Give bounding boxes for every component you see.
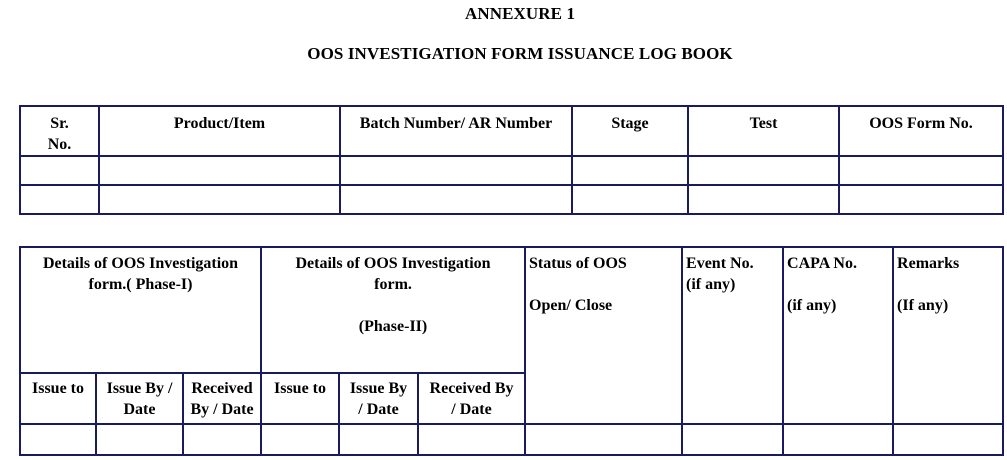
sub-p2-received-l1: Received By (429, 380, 514, 397)
remarks-line1: Remarks (897, 255, 960, 272)
sub-p2-received-l2: / Date (451, 401, 492, 418)
table-row (20, 185, 1003, 214)
sub-p1-issue-by-l1: Issue By / (106, 380, 173, 397)
log-book-title: OOS INVESTIGATION FORM ISSUANCE LOG BOOK (307, 44, 733, 63)
status-line1: Status of OOS (529, 255, 627, 272)
sub-p2-issue-to: Issue to (261, 373, 339, 424)
table-row (20, 156, 1003, 185)
sub-p1-received-l1: Received (191, 380, 253, 397)
cell[interactable] (839, 156, 1003, 185)
sub-p1-received-l2: By / Date (190, 401, 254, 418)
cell[interactable] (339, 424, 418, 455)
cell[interactable] (893, 424, 1003, 455)
cell[interactable] (99, 185, 340, 214)
header-capa-no (783, 247, 893, 424)
cell[interactable] (340, 185, 572, 214)
phase2-line3: (Phase-II) (358, 318, 428, 335)
header-sr-no-line2: No. (47, 136, 72, 153)
event-line2: (if any) (686, 276, 736, 293)
table-header-row (20, 106, 1003, 156)
header-phase2-details (261, 247, 525, 373)
header-sr-no-line1: Sr. (50, 115, 69, 132)
cell[interactable] (682, 424, 783, 455)
cell[interactable] (688, 185, 839, 214)
header-remarks (893, 247, 1003, 424)
sub-p1-received (183, 373, 261, 424)
phase1-line2: form.( Phase-I) (88, 276, 193, 293)
phase1-line1: Details of OOS Investigation (42, 255, 239, 272)
sub-p1-issue-by (96, 373, 183, 424)
header-stage: Stage (572, 106, 688, 156)
cell[interactable] (20, 424, 96, 455)
header-phase1-details (20, 247, 261, 373)
sub-p2-issue-by-l2: / Date (358, 401, 399, 418)
sub-p1-issue-to: Issue to (20, 373, 96, 424)
status-line2: Open/ Close (529, 297, 613, 314)
cell[interactable] (340, 156, 572, 185)
cell[interactable] (572, 185, 688, 214)
cell[interactable] (261, 424, 339, 455)
cell[interactable] (96, 424, 183, 455)
sub-p2-issue-by-l1: Issue By (349, 380, 408, 397)
cell[interactable] (20, 185, 99, 214)
cell[interactable] (99, 156, 340, 185)
issuance-log-table (19, 105, 1004, 215)
capa-line1: CAPA No. (787, 255, 857, 272)
cell[interactable] (525, 424, 682, 455)
sub-p2-received (418, 373, 525, 424)
header-test: Test (688, 106, 839, 156)
phase2-line2: form. (374, 276, 412, 293)
header-oos-form-no: OOS Form No. (839, 106, 1003, 156)
table-row (20, 424, 1003, 455)
cell[interactable] (418, 424, 525, 455)
cell[interactable] (183, 424, 261, 455)
cell[interactable] (572, 156, 688, 185)
header-event-no (682, 247, 783, 424)
cell[interactable] (783, 424, 893, 455)
remarks-line2: (If any) (897, 297, 949, 314)
event-line1: Event No. (686, 255, 754, 272)
cell[interactable] (688, 156, 839, 185)
table-header-row (20, 247, 1003, 373)
header-product-item: Product/Item (99, 106, 340, 156)
cell[interactable] (839, 185, 1003, 214)
header-status-of-oos (525, 247, 682, 424)
cell[interactable] (20, 156, 99, 185)
sub-p1-issue-by-l2: Date (123, 401, 156, 418)
sub-p2-issue-by (339, 373, 418, 424)
capa-line2: (if any) (787, 297, 837, 314)
annexure-title: ANNEXURE 1 (464, 4, 576, 23)
phase2-line1: Details of OOS Investigation (295, 255, 491, 272)
header-batch-number: Batch Number/ AR Number (340, 106, 572, 156)
investigation-details-table (19, 246, 1004, 456)
header-sr-no (20, 106, 99, 156)
